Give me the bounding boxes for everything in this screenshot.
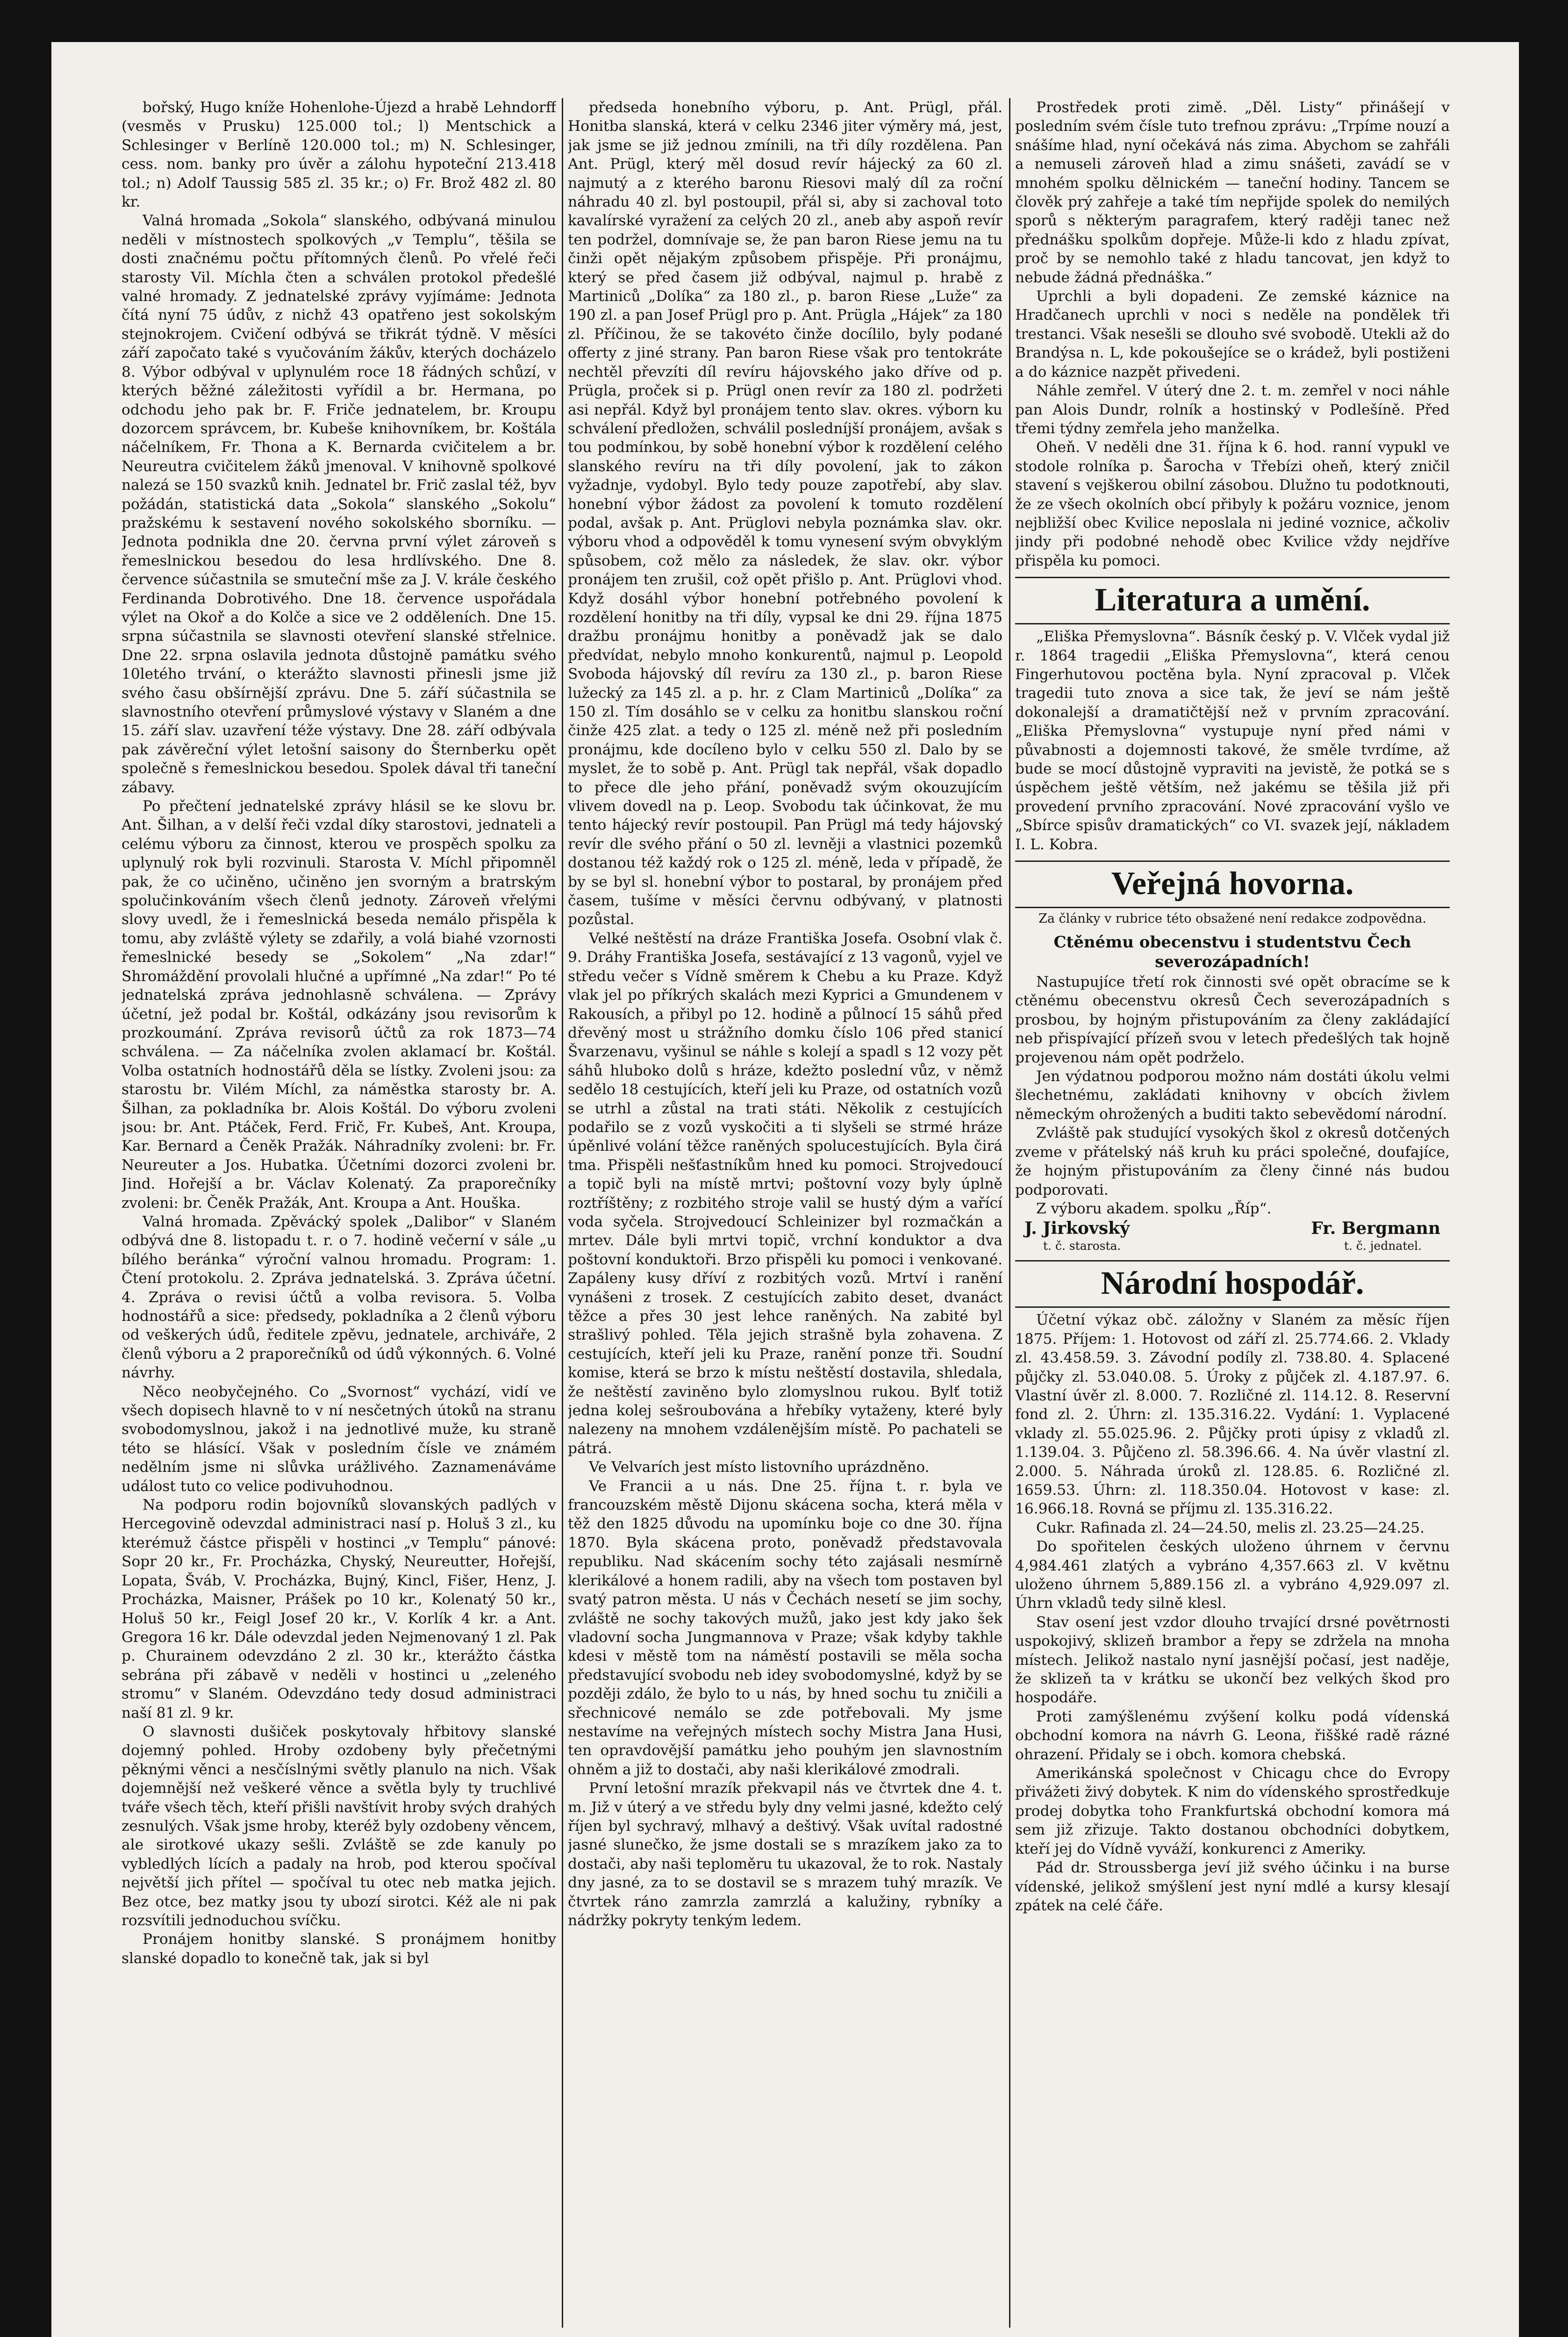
paragraph: Zvláště pak studující vysokých škol z okresů dotčených zveme v přátelský náš kruh ku práci společné, doufajíce, že hojným přistupováním za členy činné nás budou podporovati. (1015, 1125, 1450, 1198)
paragraph: Na podporu rodin bojovníků slovanských padlých v Hercegovině odevzdal administraci nasí p. Holuš 3 zl., ku kterémuž částce přispěli v hostinci „v Templu“ pánové: Sopr 20 kr., Fr. Procházka, Chyský, Neureutter, Hořejší, Lopata, Šváb, V. Procházka, Bujný, Kincl, Fišer, Henz, J. Procházka, Maisner, Prášek po 10 kr., Kolenatý 50 kr., Holuš 50 kr., Feigl Josef 20 kr., V. Korlík 4 kr. a Ant. Gregora 16 kr. Dále odevzdal jeden Nejmenovaný 1 zl. Pak p. Churainem odevzdáno 2 zl. 30 kr., kterážto částka sebrána při zábavě v neděli v hostinci u „zeleného stromu“ v Slaném. Odevzdáno tedy dosud administraci naší 81 zl. 9 kr. (122, 1497, 556, 1721)
paragraph: Něco neobyčejného. Co „Svornost“ vychází, vidí ve všech dopisech hlavně to v ní nesčetných útoků na stranu svobodomyslnou, jakož i na jednotlivé muže, ku straně této se hlásící. Však v posledním čísle ve známém nedělním jsme ni slůvka urážlivého. Zaznamenáváme událost tuto co velice podivuhodnou. (122, 1383, 556, 1495)
column-rule (562, 98, 563, 2328)
paragraph: „Eliška Přemyslovna“. Básník český p. V. Vlček vydal již r. 1864 tragedii „Eliška Přemyslovna“, která cenou Fingerhutovou poctěna byla. Nyní zpracoval p. Vlček tragedii tuto znova a sice tak, že jeví se nám ještě dokonalejší a dramatičtější než v prvním zpracování. „Eliška Přemyslovna“ vystupuje nyní před námi v půvabnosti a dojemnosti takové, že směle tvrdíme, až bude se mocí důstojně vypraviti na jevistě, že potká se s úspěchem ještě větším, než jakému se těšila již při provedení prvního zpracování. Nové zpracování vyšlo ve „Sbírce spisův dramatických“ co VI. svazek její, nákladem I. L. Kobra. (1015, 628, 1450, 853)
paragraph: Do spořitelen českých uloženo úhrnem v červnu 4,984.461 zlatých a vybráno 4,357.663 zl. V květnu uloženo úhrnem 5,889.156 zl. a vybráno 4,929.097 zl. Úhrn vkladů tedy silně klesl. (1015, 1538, 1450, 1612)
paragraph: Uprchli a byli dopadeni. Ze zemské káznice na Hradčanech uprchli v noci s neděle na pondělek tři trestanci. Však nesešli se dlouho své svobodě. Utekli až do Brandýsa n. L, kde pokoušejíce se o krádež, byli postiženi a do káznice nazpět přivedeni. (1015, 288, 1450, 380)
paragraph: Valná hromada „Sokola“ slanského, odbývaná minulou neděli v místnostech spolkových „v Templu“, těšila se dosti značnému počtu přítomných členů. Po vřelé řeči starosty Vil. Míchla čten a schválen protokol předešlé valné hromady. Z jednatelské zprávy vyjímáme: Jednota čítá nyní 75 údův, z nichž 43 opatřeno jest sokolským stejnokrojem. Cvičení odbývá se třikrát týdně. V měsíci září započato také s vyučováním žákův, kterých docházelo 8. Výbor odbýval v uplynulém roce 18 řádných schůzí, v kterých běžné záležitosti vyřídil a br. Hermana, po odchodu jeho pak br. F. Friče jednatelem, br. Kroupu dozorcem správcem, br. Kubeše knihovníkem, br. Koštála náčelníkem, Fr. Thona a K. Bernarda cvičitelem a br. Neureutra cvičitelem žáků jmenoval. V knihovně spolkové nalezá se 150 svazků knih. Jednatel br. Frič zaslal též, byv požádán, statistická data „Sokola“ slanského „Sokolu“ pražskému k sestavení nového sokolského sborníku. — Jednota podnikla dne 20. června první výlet zároveň s řemeslnickou besedou do lesa hrdlívského. Dne 8. července súčastnila se smuteční mše za J. V. krále českého Ferdinanda Dobrotivého. Dne 18. července uspořádala výlet na Okoř a do Kolče a sice ve 2 odděleních. Dne 15. srpna súčastnila se slavnosti otevření slanské střelnice. Dne 22. srpna oslavila jednota důstojně památku svého 10letého trvání, o kterážto slavnosti přinesli jsme již svého času obšírnější zprávu. Dne 5. září súčastnila se slavnostního otevření průmyslové výstavy v Slaném a dne 15. září slav. uzavření téže výstavy. Dne 28. září odbývala pak závěreční výlet letošní saisony do Šternberku opět společně s řemeslnickou besedou. Spolek dával tři taneční zábavy. (122, 212, 556, 796)
paragraph: Valná hromada. Zpěvácký spolek „Dalibor“ v Slaném odbývá dne 8. listopadu t. r. o 7. hodině večerní v sále „u bílého beránka“ výroční valnou hromadu. Program: 1. Čtení protokolu. 2. Zpráva jednatelská. 3. Zpráva účetní. 4. Zpráva o revisi účtů a volba revisora. 5. Volba hodnostářů a sice: předsedy, pokladníka a 2 členů výboru od veškerých údů, ředitele zpěvu, jednatele, archiváře, 2 členů výboru a 2 praporečníků od údů výkonných. 6. Volné návrhy. (122, 1213, 556, 1382)
paragraph: Stav osení jest vzdor dlouho trvající drsné povětrnosti uspokojivý, sklizeň brambor a řepy se zdržela na mnoha místech. Jelikož nastalo nyní jasnější počasí, jest naděje, že sklizeň ta v krátku se ukončí bez velkých škod pro hospodáře. (1015, 1613, 1450, 1706)
paragraph: O slavnosti dušiček poskytovaly hřbitovy slanské dojemný pohled. Hroby ozdobeny byly přečetnými pěknými věnci a nesčíslnými světly planulo na nich. Však dojemnější než veškeré věnce a světla byly ty truchlivé tváře všech těch, kteří přišli navštívit hroby svých drahých zesnulých. Však jsme hroby, kteréž byly ozdobeny věncem, ale sirotkové ukazy sešli. Zvláště se zde kanuly po vybledlých lících a padaly na hrob, pod kterou spočíval největší jich přítel — spočíval tu otec neb matka jejich. Bez otce, bez matky jsou ty ubozí sirotci. Kéž ale ni pak rozsvítili jednoduchou svíčku. (122, 1723, 556, 1929)
column-left (122, 98, 556, 2328)
paragraph: Oheň. V neděli dne 31. října k 6. hod. ranní vypukl ve stodole rolníka p. Šarocha v Třebízi oheň, který zničil stavení s vejškerou obilní zásobou. Dlužno tu podotknouti, že ze všech okolních obcí přibyly k požáru voznice, jenom nejbližší obec Kvilice neposlala ni jediné voznice, ačkoliv jindy při podobné nehodě obec Kvilice vždy nejdříve přispěla ku pomoci. (1015, 439, 1450, 569)
column-middle (568, 98, 1002, 2328)
paragraph: Amerikánská společnost v Chicagu chce do Evropy přivážeti živý dobytek. K nim do vídenského sprostředkuje prodej dobytka toho Frankfurtská obchodní komora má sem již zřizuje. Takto dostanou obchodníci dobytkem, kteří jej do Vídně vyváží, konkurenci z Ameriky. (1015, 1765, 1450, 1857)
paragraph: První letošní mrazík překvapil nás ve čtvrtek dne 4. t. m. Již v úterý a ve středu byly dny velmi jasné, kdežto celý říjen byl sychravý, mlhavý a deštivý. Však uvítal radostné jasné slunečko, že jsme dostali se s mrazíkem jako za to dostači, aby naši teploměru tu ukazoval, že to rok. Nastaly dny jasné, za to se dostavil se s mrazem tuhý mrazík. Ve čtvrtek ráno zamrzla zamrzlá a kalužiny, rybníky a nádržky pokryty tenkým ledem. (568, 1780, 1002, 1929)
column-rule (1009, 98, 1010, 2328)
paragraph: bořský, Hugo kníže Hohenlohe-Újezd a hrabě Lehndorff (vesměs v Prusku) 125.000 tol.; l) Mentschick a Schlesinger v Berlíně 120.000 tol.; m) N. Schlesinger, cess. nom. banky pro úvěr a zálohu hypoteční 213.418 tol.; n) Adolf Taussig 585 zl. 35 kr.; o) Fr. Brož 482 zl. 80 kr. (122, 99, 556, 211)
paragraph: Náhle zemřel. V úterý dne 2. t. m. zemřel v noci náhle pan Alois Dundr, rolník a hostinský v Podlešíně. Před třemi týdny zemřela jeho manželka. (1015, 382, 1450, 437)
signature-row (1015, 1218, 1450, 1239)
signature-left: J. Jirkovský (1024, 1219, 1130, 1239)
paragraph: Z výboru akadem. spolku „Říp“. (1036, 1200, 1272, 1217)
section-heading-economy: Národní hospodář. (1015, 1260, 1450, 1308)
article-title: Ctěnému obecenstvu i studentstvu Čech severozápadních! (1053, 933, 1411, 972)
paragraph: Pád dr. Stroussberga jeví již svého účinku i na burse vídenské, jelikož smýšlení jest nyní mdlé a kursy klesají zpátek na celé čáře. (1015, 1859, 1450, 1914)
signature-roles (1015, 1239, 1450, 1254)
newspaper-page (51, 42, 1519, 2337)
paragraph: Proti zamýšlenému zvýšení kolku podá vídenská obchodní komora na návrh G. Leona, řiššké radě rázné ohrazení. Přidaly se i obch. komora chebská. (1015, 1708, 1450, 1763)
paragraph: Cukr. Rafinada zl. 24—24.50, melis zl. 23.25—24.25. (1036, 1519, 1425, 1536)
section-heading-literature: Literatura a umění. (1015, 577, 1450, 624)
paragraph: Nastupujíce třetí rok činnosti své opět obracíme se k ctěnému obecenstvu okresů Čech severozápadních s prosbou, by hojným přistupováním za členy zakládající neb přispívající přízeň svou v letech předešlých tak hojně projevenou nám opět podrželo. (1015, 974, 1450, 1066)
paragraph: Jen výdatnou podporou možno nám dostáti úkolu velmi šlechetnému, zakládati knihovny v obcích živlem německým ohrožených a buditi takto sebevědomí národní. (1015, 1068, 1450, 1123)
paragraph: Prostředek proti zimě. „Děl. Listy“ přinášejí v posledním svém čísle tuto trefnou zprávu: „Trpíme nouzí a snášíme hlad, nyní očekává nás zima. Abychom se zahřáli a nemuseli zároveň hlad a zimu snášeti, zavádí se v mnohém spolku dělnickém — taneční hodiny. Tancem se člověk prý zahřeje a také tím nepřijde spolek do nemilých sporů s některým paragrafem, který raději tanec než přednášku spolkům dopřeje. Může-li kdo z hladu zpívat, proč by se nemohlo také z hladu tancovat, jen když to nebude žádná přednáška.“ (1015, 99, 1450, 286)
paragraph: Ve Francii a u nás. Dne 25. října t. r. byla ve francouzském městě Dijonu skácena socha, která měla v těž den 1825 důvodu na upomínku boje co dne 30. října 1870. Byla skácena proto, poněvadž představovala republiku. Nad skácením sochy této zajásali nesmírně klerikálové a honem radili, aby na všech tom postaven byl svatý patron města. U nás v Čechách nesetí se jim sochy, zvláště ne sochy takových mužů, jako jest kdy jako šek vladovní socha Jungmannova v Praze; však kdyby takhle kdesi v městě tom na náměstí postavili se měla socha představující svobodu neb idey svobodomyslné, když by se později zdálo, že bylo to u nás, by hned sochu tu zničili a sřechnicové nemálo se zde potřebovali. My jsme nestavíme na veřejných místech sochy Mistra Jana Husi, ten opravdovější památku jeho pouhým jen slavnostním ohněm a již to dostači, aby naši klerikálové zmodrali. (568, 1477, 1002, 1778)
column-right (1015, 98, 1450, 2328)
paragraph: Účetní výkaz obč. záložny v Slaném za měsíc říjen 1875. Příjem: 1. Hotovost od září zl. 25.774.66. 2. Vklady zl. 43.458.59. 3. Závodní podíly zl. 738.80. 4. Splacené půjčky zl. 53.040.08. 5. Úroky z půjček zl. 4.187.97. 6. Vlastní úvěr zl. 8.000. 7. Rozličné zl. 114.12. 8. Reservní fond zl. 2. Úhrn: zl. 135.316.22. Vydání: 1. Vyplacené vklady zl. 55.025.96. 2. Půjčky proti úpisy z vkladů zl. 1.139.04. 3. Půjčeno zl. 58.396.66. 4. Na úvěr vlastní zl. 2.000. 5. Náhrada úroků zl. 128.85. 6. Rozličné zl. 1659.53. Úhrn: zl. 118.350.04. Hotovost v kase: zl. 16.966.18. Rovná se příjmu zl. 135.316.22. (1015, 1312, 1450, 1518)
section-heading-forum: Veřejná hovorna. (1015, 860, 1450, 908)
signature-left-role: t. č. starosta. (1043, 1239, 1121, 1253)
paragraph: Po přečtení jednatelské zprávy hlásil se ke slovu br. Ant. Šilhan, a v delší řeči vzdal díky starostovi, jednateli a celému výboru za činnost, kterou ve prospěch spolku za uplynulý rok byli rozvinuli. Starosta V. Míchl připomněl pak, že co učiněno, učiněno jen svorným a bratrským spolučinkováním všech členů jednoty. Zároveň vřelými slovy uvedl, že i řemeslnická beseda nemálo přispěla k tomu, aby zvláště výlety se zdařily, a volá biahé vzornosti řemeslnické besedy se „Sokolem“ „Na zdar!“ Shromáždění provolali hlučné a upřímné „Na zdar!“ Po té jednatelská zpráva jednohlasně schválena. — Zprávy účetní, jež podal br. Koštál, odkázány jsou revisorům k prozkoumání. Zpráva revisorů účtů za rok 1873—74 schválena. — Za náčelníka zvolen aklamací br. Koštál. Volba ostatních hodnostářů děla se lístky. Zvoleni jsou: za starostu br. Vilém Míchl, za náměstka starosty br. A. Šilhan, za pokladníka br. Alois Koštál. Do výboru zvoleni jsou: br. Ant. Ptáček, Ferd. Frič, Fr. Kubeš, Ant. Kroupa, Kar. Bernard a Čeněk Pražák. Náhradníky zvoleni: br. Fr. Neureuter a Jos. Hubatka. Účetními dozorci zvoleni br. Jind. Hořejší a br. Václav Kolenatý. Za praporečníky zvoleni: br. Čeněk Pražák, Ant. Kroupa a Ant. Houška. (122, 798, 556, 1212)
signature-right-role: t. č. jednatel. (1344, 1239, 1422, 1253)
paragraph: předseda honebního výboru, p. Ant. Prügl, přál. Honitba slanská, která v celku 2346 jiter výměry má, jest, jak jsme se již jednou zmínili, na tři díly rozdělena. Pan Ant. Prügl, který měl dosud revír hájecký za 60 zl. najmutý a z kterého baronu Riesovi malý díl za roční náhradu 40 zl. byl postoupil, přál si, aby si zachoval toto kavalírské vyražení za celých 20 zl., aneb aby aspoň revír ten podržel, domnívaje se, že pan baron Riese jemu na tu činži opět nějakým způsobem přispěje. Při pronájmu, který se před časem již odbýval, najmul p. hrabě z Martiniců „Dolíka“ za 180 zl., p. baron Riese „Luže“ za 190 zl. a pan Josef Prügl pro p. Ant. Prügla „Hájek“ za 180 zl. Příčinou, že se takovéto činže docílilo, byly podané offerty z jiné strany. Pan baron Riese však pro tentokráte nechtěl převzíti díl revíru hájovského jako dříve od p. Prügla, proček si p. Prügl onen revír za 180 zl. podržeti asi nepřál. Když byl pronájem tento slav. okres. výborn ku schválení předložen, schválil posledníjší pronájem, avšak s tou podmínkou, by sobě honební výbor k rozdělení celého slanského revíru na tři díly povolení, jak to zákon vyžadnje, vydobyl. Bylo tedy pouze zapotřebí, aby slav. honební výbor žádost za povolení k tomuto rozdělení podal, avšak p. Ant. Prüglovi nebyla poznámka slav. okr. výboru vhod a odpověděl k tomu vynesení svým obvyklým spůsobem, což mělo za následek, že slav. okr. výbor pronájem ten zrušil, což opět přišlo p. Ant. Prüglovi vhod. Když dosáhl výbor honební potřebného povolení k rozdělení honitby na tři díly, vypsal ke dni 29. října 1875 dražbu pronájmu honitby a poněvadž jak se dalo předvídat, nebylo mnoho konkurentů, najmul p. Leopold Svoboda hájovský díl revíru za 130 zl., p. baron Riese lužecký za 145 zl. a p. hr. z Clam Martiniců „Dolíka“ za 150 zl. Tím dosáhlo se v celku za honitbu slanskou roční činže 425 zlat. a tedy o 125 zl. méně než při posledním pronájmu, kde docíleno bylo v celku 550 zl. Dalo by se myslet, že to sobě p. Ant. Prügl tak nepřál, však dopadlo to přece dle jeho přání, poněvadž svým okouzujícím vlivem dovedl na p. Leop. Svobodu tak účinkovat, že mu tento hájecký revír postoupil. Pan Prügl má tedy hájovský revír dle svého přání o 50 zl. levněji a vlastnici pozemků dostanou též každý rok o 125 zl. méně, leda v případě, že by se byl sl. honební výbor to postaral, by pronájem před časem, tušíme v měsíci červnu odbývaný, v platnosti pozůstal. (568, 99, 1002, 928)
paragraph: Pronájem honitby slanské. S pronájmem honitby slanské dopadlo to konečně tak, jak si byl (122, 1931, 556, 1967)
editor-note: Za články v rubrice této obsažené není redakce zodpovědna. (1038, 911, 1426, 926)
signature-right: Fr. Bergmann (1311, 1219, 1440, 1239)
paragraph: Ve Velvarích jest místo listovního uprázdněno. (589, 1459, 930, 1476)
paragraph: Velké neštěstí na dráze Františka Josefa. Osobní vlak č. 9. Dráhy Františka Josefa, sestávající z 13 vagonů, vyjel ve středu večer s Vídně směrem k Chebu a ku Praze. Když vlak jel po příkrých skalách mezi Kyprici a Gmundenem v Rakousích, a přibyl po 12. hodině a půlnocí 15 sáhů před dřevěný most u strážního domku číslo 106 před stanicí Švarzenavu, vyšinul se náhle s kolejí a spadl s 12 vozy pět sáhů hluboko dolů s hráze, kdežto poslední vůz, v němž sedělo 18 cestujících, kteří jeli ku Praze, od ostatních vozů se utrhl a zůstal na trati státi. Několik z cestujících podařilo se z vozů vyskočiti a ti slyšeli se strmé hráze úpěnlivé volání těžce raněných spolucestujících. Byla čirá tma. Přispěli nešťastníkům hned ku pomoci. Strojvedoucí a topič byli na místě mrtvi; poštovní vozy byly úplně roztříštěny; z rozbitého stroje valil se hustý dým a vařící voda syčela. Strojvedoucí Schleinizer byl rozmačkán a mrtev. Dále byli mrtvi topič, vrchní konduktor a dva poštovní konduktoři. Brzo přispěli ku pomoci i venkované. Zapáleny kusy dříví z rozbitých vozů. Mrtví i ranění vynášeni z trosek. Z cestujících zabito deset, dvanáct těžce a přes 30 jest lehce raněných. Na zabité byl strašlivý pohled. Těla jejich strašně byla zohavena. Z cestujících, kteří jeli ku Praze, ranění ponze tři. Soudní komise, která se brzo k místu neštěstí dostavila, shledala, že neštěstí zaviněno bylo zlomyslnou rukou. Bylť totiž jedna kolej sešroubována a hřebíky vytaženy, které byly nalezeny na mnohem vzdálenějším místě. Po pachateli se pátrá. (568, 930, 1002, 1457)
